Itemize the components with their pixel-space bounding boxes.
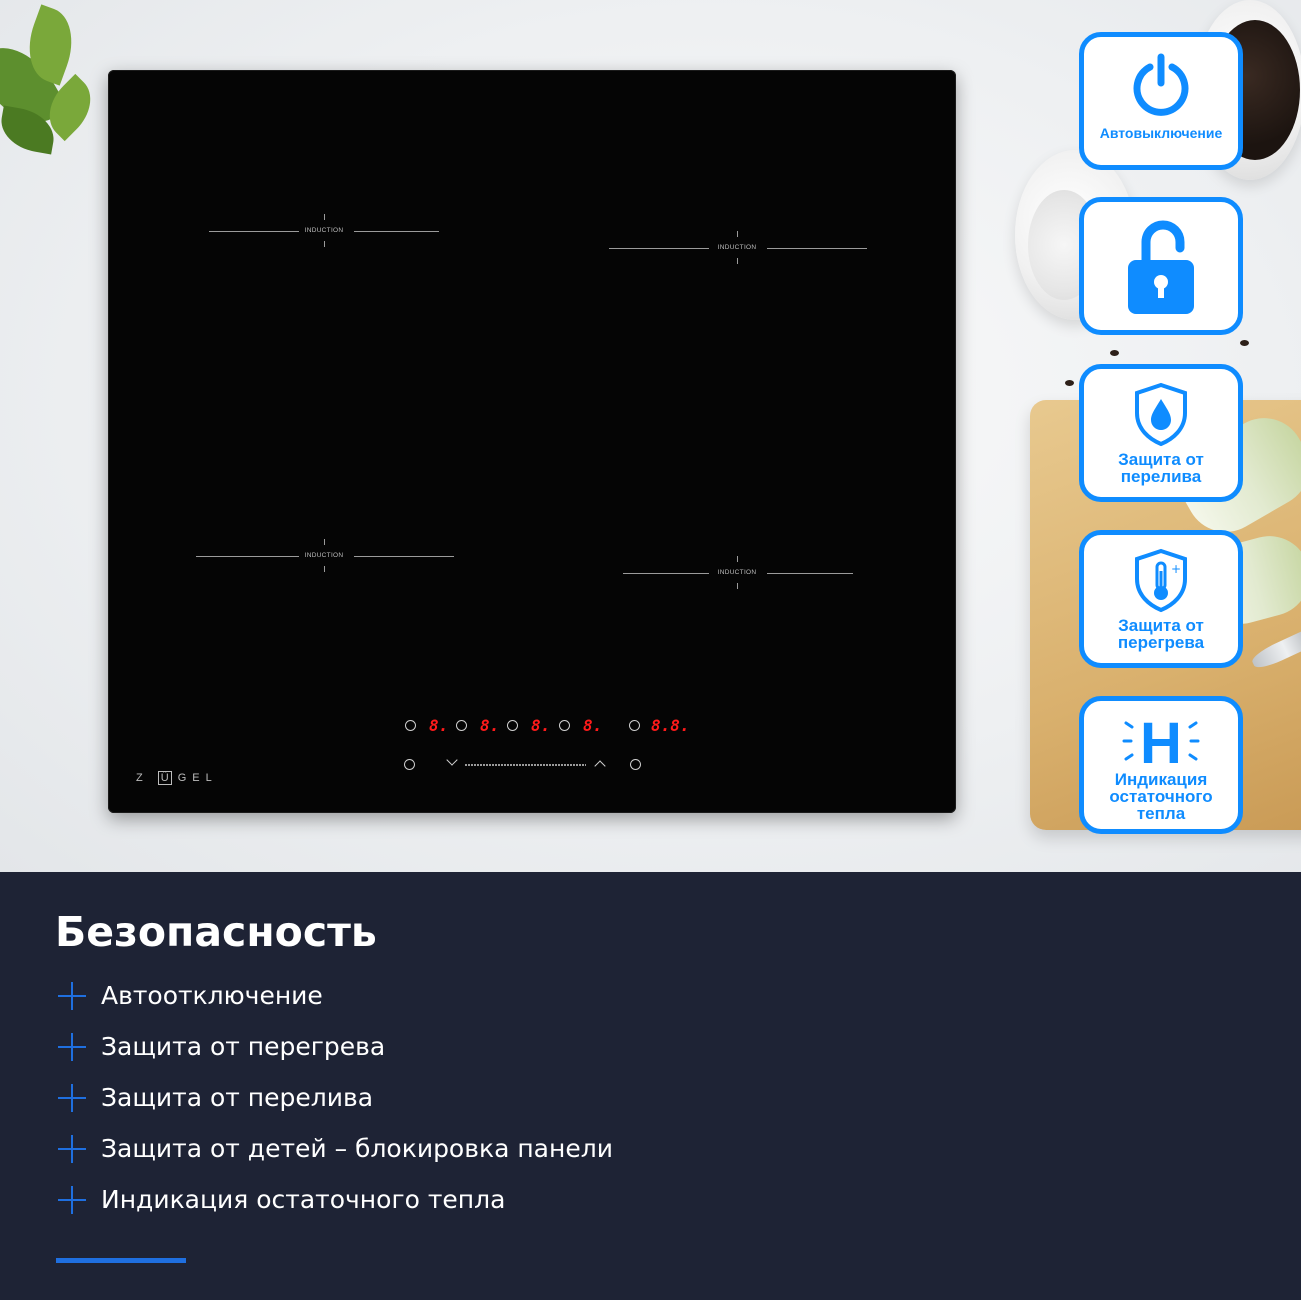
svg-text:+: + (1171, 562, 1182, 576)
badge-label: Защита от перегрева (1117, 616, 1205, 652)
zone-1-display: 8. (429, 716, 449, 735)
brand-logo: Z Ü GEL (136, 772, 218, 784)
plus-icon (58, 1084, 86, 1112)
zone-select-4-button[interactable] (559, 720, 570, 731)
water-shield-icon (1131, 381, 1191, 447)
badge-label: Защита от перелива (1118, 450, 1204, 486)
zone-select-1-button[interactable] (405, 720, 416, 731)
chevron-up-icon[interactable] (594, 760, 605, 771)
zone-3-display: 8. (531, 716, 551, 735)
residual-heat-h-icon (1116, 711, 1206, 771)
feature-list (58, 981, 613, 1236)
list-item: Защита от перегрева (58, 1032, 613, 1083)
zone-4-display: 8. (583, 716, 603, 735)
power-icon (1128, 51, 1194, 117)
list-item: Индикация остаточного тепла (58, 1185, 613, 1236)
badge-overheat-protection (1079, 530, 1243, 668)
badge-auto-off (1079, 32, 1243, 170)
power-button[interactable] (630, 759, 641, 770)
list-item: Защита от перелива (58, 1083, 613, 1134)
badge-residual-heat (1079, 696, 1243, 834)
lock-icon[interactable] (404, 759, 415, 770)
plus-icon (58, 1186, 86, 1214)
spice-seed (1110, 350, 1119, 356)
induction-hob (108, 70, 956, 813)
zone-select-2-button[interactable] (456, 720, 467, 731)
plus-icon (58, 1135, 86, 1163)
zone-2-display: 8. (480, 716, 500, 735)
safety-features-panel (0, 872, 1301, 1300)
spice-seed (1065, 380, 1074, 386)
section-title: Безопасность (55, 908, 377, 956)
badge-overflow-protection (1079, 364, 1243, 502)
zone-label: INDUCTION (717, 569, 757, 576)
accent-underline (56, 1258, 186, 1263)
badge-child-lock (1079, 197, 1243, 335)
zone-select-3-button[interactable] (507, 720, 518, 731)
svg-text:H: H (1140, 711, 1182, 771)
timer-display: 8.8. (651, 716, 690, 735)
zone-label: INDUCTION (304, 227, 344, 234)
unlocked-padlock-icon (1124, 214, 1198, 320)
badge-label: Индикация остаточного тепла (1109, 770, 1213, 823)
spice-seed (1240, 340, 1249, 346)
zone-label: INDUCTION (717, 244, 757, 251)
thermometer-shield-icon (1131, 547, 1191, 613)
power-slider[interactable] (465, 764, 586, 766)
zone-label: INDUCTION (304, 552, 344, 559)
timer-icon[interactable] (629, 720, 640, 731)
list-item: Автоотключение (58, 981, 613, 1032)
plus-icon (58, 1033, 86, 1061)
list-item: Защита от детей – блокировка панели (58, 1134, 613, 1185)
badge-label: Автовыключение (1099, 125, 1223, 141)
chevron-down-icon[interactable] (446, 754, 457, 765)
plus-icon (58, 982, 86, 1010)
